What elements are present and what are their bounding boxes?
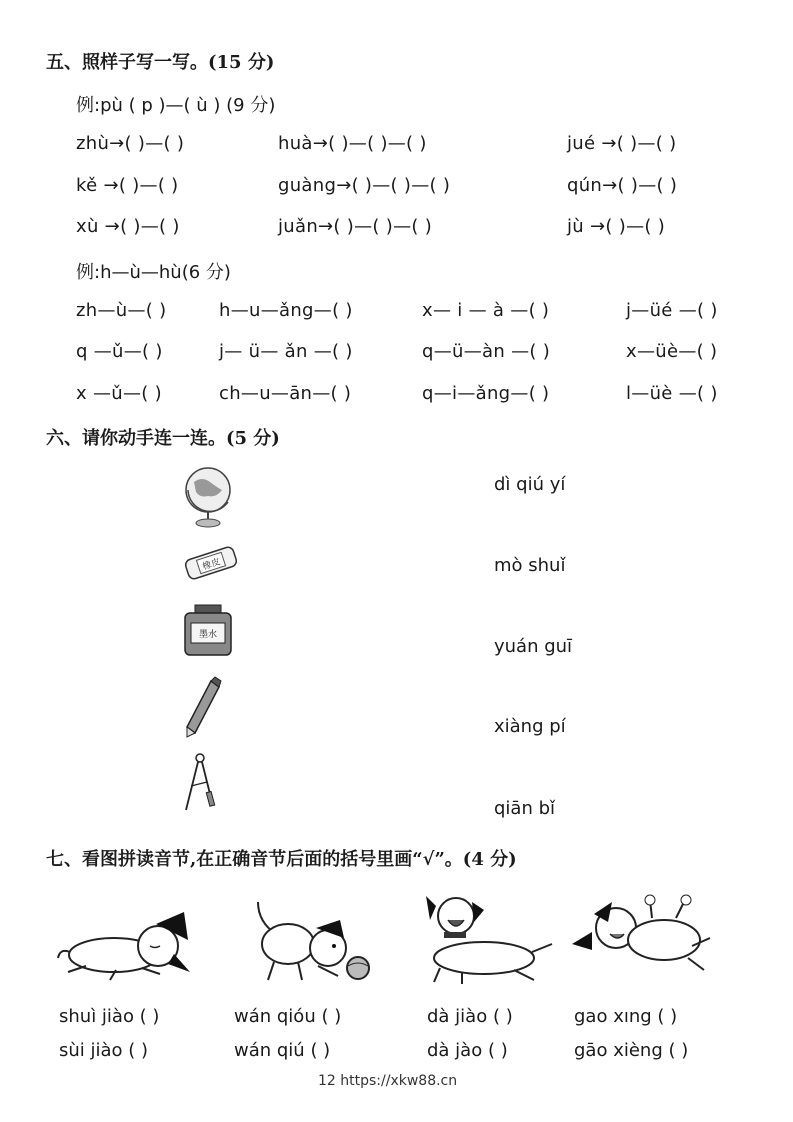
option-4b: gāo xièng ( ) xyxy=(574,1040,689,1061)
svg-text:橡皮: 橡皮 xyxy=(201,557,222,573)
ink-bottle-icon xyxy=(181,603,235,659)
fill-blank-row2-col1: kě →( )—( ) xyxy=(76,175,179,196)
option-1b: sùi jiào ( ) xyxy=(59,1040,149,1061)
svg-text:墨水: 墨水 xyxy=(198,630,218,640)
fill-blank-row3-col1: xù →( )—( ) xyxy=(76,216,180,237)
fill-blank-row1-col3: jué →( )—( ) xyxy=(567,133,677,154)
match-word-2: mò shuǐ xyxy=(494,555,566,576)
match-word-5: qiān bǐ xyxy=(494,798,556,819)
page-footer: 12 https://xkw88.cn xyxy=(318,1073,458,1089)
option-2a: wán qióu ( ) xyxy=(234,1006,342,1027)
fill-blank-row3-col3: jù →( )—( ) xyxy=(567,216,666,237)
spell-row2-col3: q—ü—àn —( ) xyxy=(422,341,551,362)
spell-row3-col3: q—i—ǎng—( ) xyxy=(422,383,550,404)
section7-title: 七、看图拼读音节,在正确音节后面的括号里画“√”。(4 分) xyxy=(46,849,517,870)
spell-row3-col4: l—üè —( ) xyxy=(626,383,718,404)
spell-row1-col4: j—üé —( ) xyxy=(626,300,718,321)
match-word-1: dì qiú yí xyxy=(494,474,566,495)
eraser-icon xyxy=(182,543,240,583)
match-word-4: xiàng pí xyxy=(494,716,566,737)
fill-blank-row1-col1: zhù→( )—( ) xyxy=(76,133,185,154)
compass-icon xyxy=(180,752,220,816)
spell-row1-col3: x— i — à —( ) xyxy=(422,300,550,321)
section5-example1: 例:pù ( p )—( ù ) (9 分) xyxy=(76,95,276,116)
match-word-3: yuán guī xyxy=(494,636,573,657)
section5-title: 五、照样子写一写。(15 分) xyxy=(46,52,275,73)
fill-blank-row1-col2: huà→( )—( )—( ) xyxy=(278,133,427,154)
option-3a: dà jiào ( ) xyxy=(427,1006,513,1027)
fill-blank-row3-col2: juǎn→( )—( )—( ) xyxy=(278,216,433,237)
pencil-icon xyxy=(183,675,223,739)
sleeping-dog-icon xyxy=(56,900,196,990)
playing-dog-ball-icon xyxy=(244,896,384,986)
spell-row3-col1: x —ǔ—( ) xyxy=(76,383,162,404)
option-4a: gao xıng ( ) xyxy=(574,1006,678,1027)
globe-icon xyxy=(180,462,240,532)
option-1a: shuì jiào ( ) xyxy=(59,1006,160,1027)
spell-row2-col1: q —ǔ—( ) xyxy=(76,341,163,362)
option-3b: dà jào ( ) xyxy=(427,1040,508,1061)
barking-dog-icon xyxy=(414,888,554,988)
spell-row2-col2: j— ü— ǎn —( ) xyxy=(219,341,353,362)
happy-dog-icon xyxy=(568,888,718,988)
option-2b: wán qiú ( ) xyxy=(234,1040,331,1061)
spell-row2-col4: x—üè—( ) xyxy=(626,341,718,362)
section5-example2: 例:h—ù—hù(6 分) xyxy=(76,262,231,283)
spell-row1-col2: h—u—ǎng—( ) xyxy=(219,300,353,321)
spell-row1-col1: zh—ù—( ) xyxy=(76,300,167,321)
spell-row3-col2: ch—u—ān—( ) xyxy=(219,383,352,404)
fill-blank-row2-col2: guàng→( )—( )—( ) xyxy=(278,175,451,196)
section6-title: 六、请你动手连一连。(5 分) xyxy=(46,428,280,449)
fill-blank-row2-col3: qún→( )—( ) xyxy=(567,175,678,196)
